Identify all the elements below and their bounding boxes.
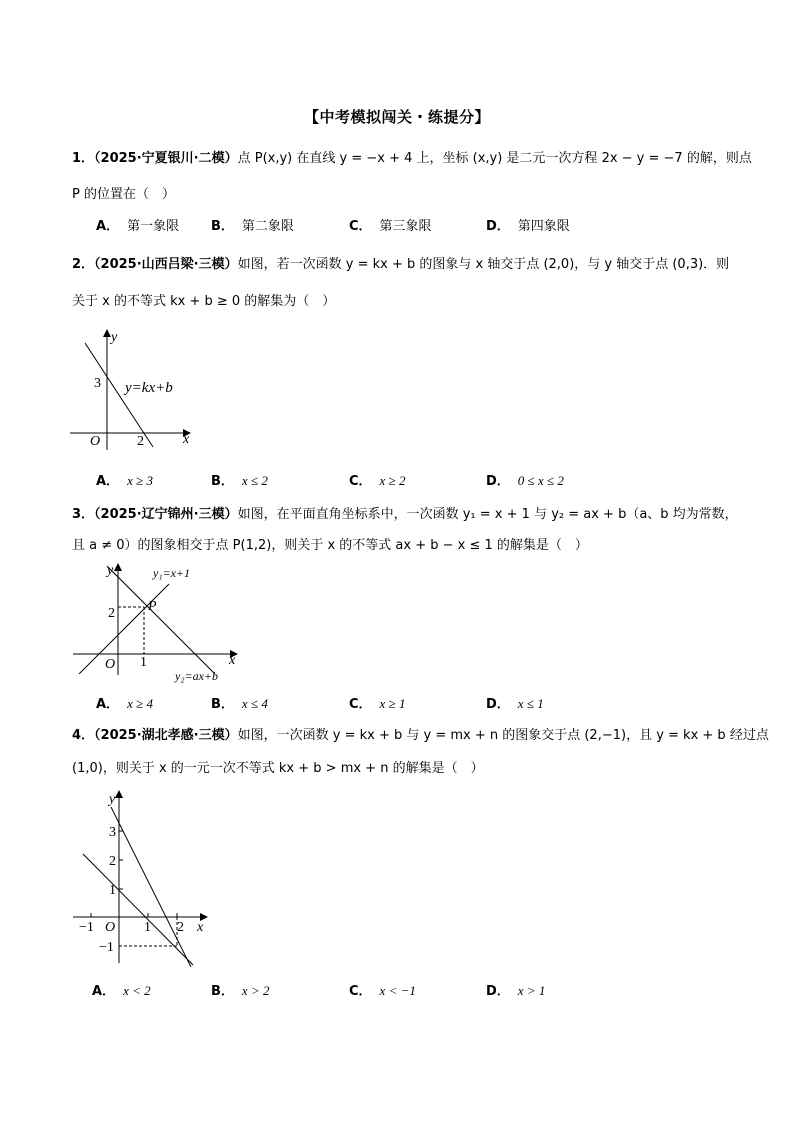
question-3-option-d[interactable] (486, 695, 544, 714)
question-2-line-1 (72, 256, 732, 274)
y-intercept-label: 3 (94, 376, 101, 391)
option-letter: A． (96, 697, 120, 712)
question-1-source: （2025·宁夏银川·二模） (94, 151, 238, 166)
question-3-source: （2025·辽宁锦州·三模） (94, 507, 238, 522)
question-1-options (96, 218, 736, 236)
x-tick-label-neg1: −1 (79, 920, 94, 935)
x-tick-label: 1 (140, 655, 147, 670)
origin-label: O (90, 434, 101, 449)
line-y1 (79, 584, 169, 674)
line-label: y=kx+b (125, 380, 173, 396)
question-4-stem-2: (1,0)，则关于 x 的一元一次不等式 kx + b > mx + n 的解集是（ ） (72, 761, 484, 776)
option-text: 第四象限 (517, 219, 570, 234)
question-2-option-d[interactable] (486, 472, 564, 491)
question-2-option-c[interactable] (349, 472, 405, 491)
option-text: 第二象限 (241, 219, 294, 234)
question-2-source: （2025·山西吕梁·三模） (94, 257, 238, 272)
option-text: x < 2 (123, 983, 151, 998)
question-2-figure (65, 325, 200, 455)
option-letter: C． (349, 984, 372, 999)
question-1-option-c[interactable] (349, 218, 432, 236)
question-3-stem-2: 且 a ≠ 0）的图象相交于点 P(1,2)，则关于 x 的不等式 ax + b − x ≤ 1 的解集是（ ） (72, 538, 588, 553)
question-4-line-2 (72, 760, 732, 778)
question-4-stem-1: 如图，一次函数 y = kx + b 与 y = mx + n 的图象交于点 (2,−1)，且 y = kx + b 经过点 (237, 728, 769, 743)
origin-label: O (105, 657, 116, 672)
y-axis-label: y (111, 330, 118, 345)
y-tick-label-1: 1 (109, 883, 116, 898)
question-3-number: 3． (72, 507, 95, 522)
option-letter: B． (211, 474, 234, 489)
question-1-option-a[interactable] (96, 218, 179, 236)
y-axis-label: y (107, 563, 114, 578)
question-2-option-b[interactable] (211, 472, 268, 491)
x-intercept-label: 2 (137, 434, 144, 449)
line-kx-b (111, 807, 191, 967)
question-1-option-d[interactable] (486, 218, 570, 236)
question-1-line-1 (72, 150, 752, 168)
question-4-option-b[interactable] (211, 982, 269, 1001)
option-text: x < −1 (379, 983, 416, 998)
question-4-figure (65, 785, 215, 970)
option-letter: A． (96, 219, 120, 234)
x-axis-label: x (229, 653, 236, 668)
question-2-stem-2: 关于 x 的不等式 kx + b ≥ 0 的解集为（ ） (72, 294, 336, 309)
question-4-source: （2025·湖北孝感·三模） (94, 728, 238, 743)
question-3-figure (65, 560, 245, 690)
question-4-options (92, 982, 736, 1000)
question-3-option-c[interactable] (349, 695, 405, 714)
question-4-number: 4． (72, 728, 95, 743)
question-1-stem-1: 点 P(x,y) 在直线 y = −x + 4 上，坐标 (x,y) 是二元一次方程 2x − y = −7 的解，则点 (237, 151, 752, 166)
option-text: x ≥ 2 (379, 473, 406, 488)
option-text: x ≤ 4 (241, 696, 268, 711)
line-y2 (107, 566, 215, 674)
question-1-stem-2: P 的位置在（ ） (72, 187, 175, 202)
question-3-stem-1: 如图，在平面直角坐标系中，一次函数 y₁ = x + 1 与 y₂ = ax + b（a、b 均为常数， (237, 507, 738, 522)
origin-label: O (105, 920, 116, 935)
option-text: x ≤ 1 (517, 696, 544, 711)
question-2-stem-1: 如图，若一次函数 y = kx + b 的图象与 x 轴交于点 (2,0)，与 y 轴交于点 (0,3)．则 (237, 257, 730, 272)
y-tick-label-neg1: −1 (99, 940, 114, 955)
option-letter: C． (349, 697, 372, 712)
line-y1-label: y₁=x+1 (153, 566, 191, 580)
option-letter: C． (349, 219, 372, 234)
option-text: 第三象限 (379, 219, 432, 234)
question-2-options (96, 472, 736, 490)
x-axis-label: x (183, 432, 190, 447)
question-3-line-1 (72, 506, 738, 524)
question-4-option-c[interactable] (349, 982, 416, 1001)
option-letter: A． (92, 984, 116, 999)
option-text: x ≥ 3 (127, 473, 153, 488)
x-tick-label-1: 1 (144, 920, 151, 935)
option-letter: D． (486, 474, 510, 489)
option-letter: D． (486, 984, 510, 999)
y-tick-label-2: 2 (109, 854, 116, 869)
x-axis-label: x (197, 920, 204, 935)
option-text: x ≤ 2 (241, 473, 268, 488)
question-3-option-a[interactable] (96, 695, 153, 714)
option-letter: C． (349, 474, 372, 489)
x-tick-label-2: 2 (177, 920, 184, 935)
page-heading: 【中考模拟闯关・练提分】 (303, 108, 490, 126)
option-text: x ≥ 1 (379, 696, 406, 711)
question-4-option-d[interactable] (486, 982, 545, 1001)
line-y2-label: y₂=ax+b (175, 669, 219, 683)
option-text: x ≥ 4 (127, 696, 153, 711)
question-1-line-2 (72, 186, 732, 204)
question-1-option-b[interactable] (211, 218, 294, 236)
question-2-number: 2． (72, 257, 95, 272)
y-axis-label: y (109, 792, 116, 807)
option-text: x > 1 (517, 983, 546, 998)
question-3-options (96, 695, 736, 713)
option-text: 0 ≤ x ≤ 2 (517, 473, 564, 488)
y-tick-label-3: 3 (109, 825, 116, 840)
question-4-line-1 (72, 727, 769, 745)
option-text: x > 2 (241, 983, 270, 998)
question-3-option-b[interactable] (211, 695, 268, 714)
option-letter: B． (211, 984, 234, 999)
question-2-line-2 (72, 293, 732, 311)
option-text: 第一象限 (127, 219, 180, 234)
y-tick-label: 2 (108, 606, 115, 621)
question-2-option-a[interactable] (96, 472, 153, 491)
option-letter: D． (486, 697, 510, 712)
option-letter: B． (211, 219, 234, 234)
option-letter: D． (486, 219, 510, 234)
question-3-line-2 (72, 537, 732, 555)
question-4-option-a[interactable] (92, 982, 151, 1001)
question-1-number: 1． (72, 151, 95, 166)
option-letter: B． (211, 697, 234, 712)
option-letter: A． (96, 474, 120, 489)
point-p-label: P (148, 599, 157, 614)
